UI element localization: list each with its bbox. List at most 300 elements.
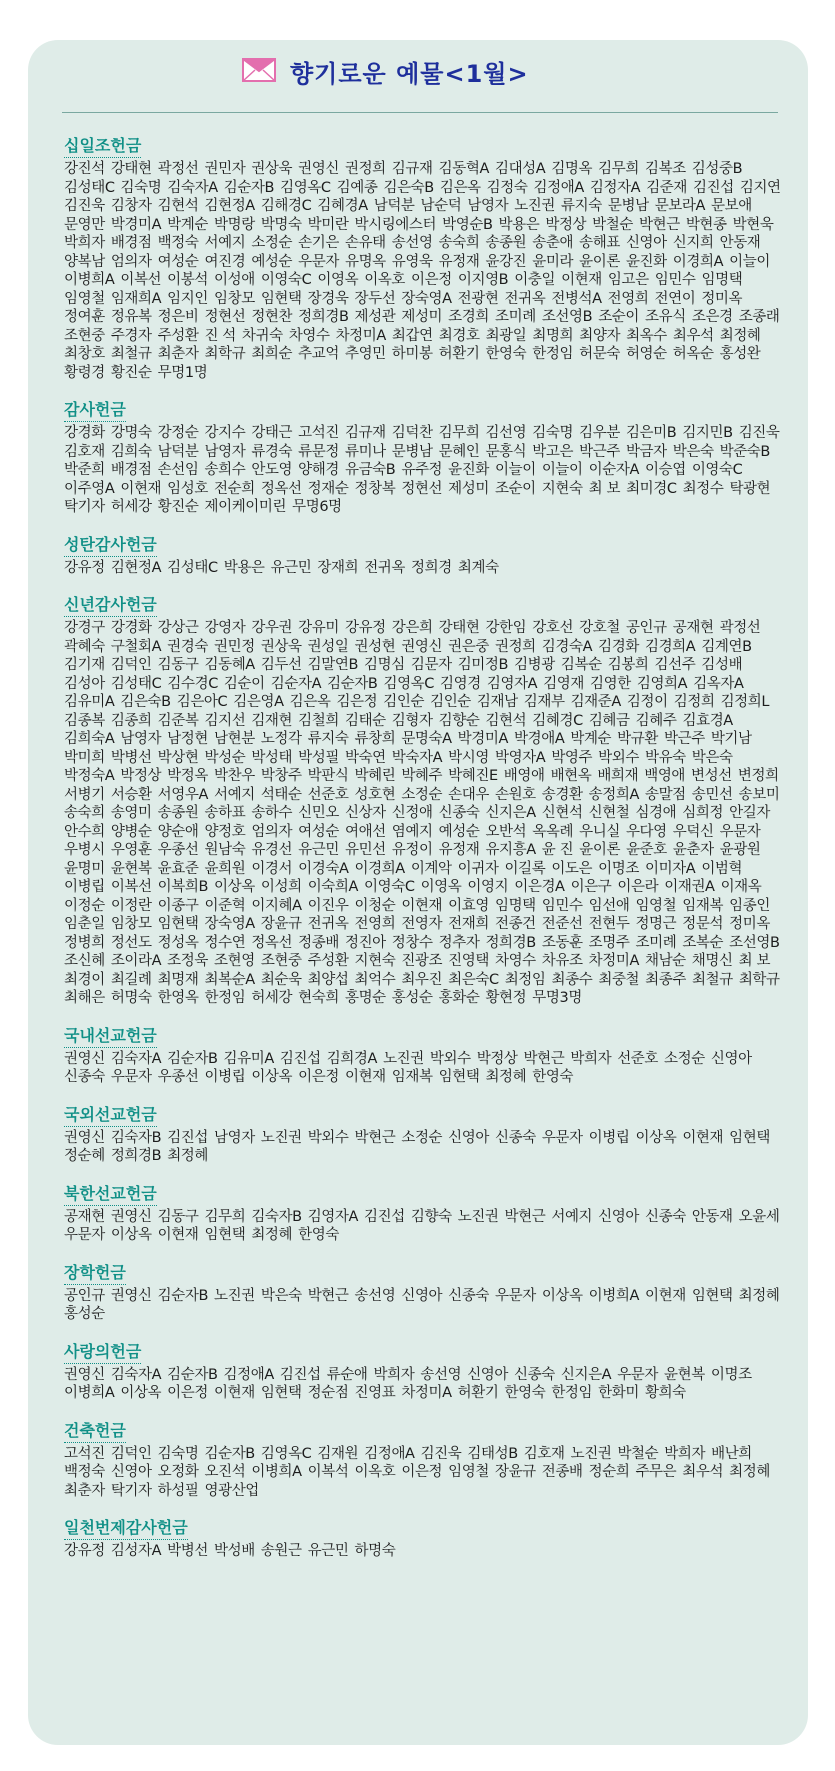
donor-name: 김준재 xyxy=(646,179,688,196)
donor-name: 김숙명 xyxy=(532,425,574,441)
donor-name: 최갑연 xyxy=(391,327,433,344)
donor-name: 조정욱 xyxy=(167,953,208,969)
donor-name: 최춘자 xyxy=(64,1482,105,1499)
offering-section xyxy=(64,1026,784,1087)
donor-name: 박명숙 xyxy=(260,216,302,233)
donor-name: 김정자A xyxy=(589,179,641,196)
donor-name: 김순자B xyxy=(157,1287,209,1304)
donor-name: 소정순 xyxy=(664,1050,705,1067)
donor-name: 최종수 xyxy=(551,971,593,988)
donor-name: 박외수 xyxy=(598,749,639,766)
donor-name: 최억수 xyxy=(354,971,396,988)
donor-name: 김태순 xyxy=(344,712,386,729)
donor-name: 이병희A xyxy=(588,1287,639,1304)
donor-name: 김복순 xyxy=(560,657,602,673)
section-heading: 건축헌금 xyxy=(64,1421,126,1443)
donor-name: 정희경B xyxy=(298,309,349,325)
donor-name: 전재희 xyxy=(448,916,489,932)
donor-name: 박혜주 xyxy=(401,768,443,784)
donor-name: 권영신 xyxy=(401,638,443,655)
name-list xyxy=(64,559,784,578)
donor-name: 이복선 xyxy=(110,879,152,895)
donor-name: 이상옥 xyxy=(251,1069,293,1085)
donor-name: 양해경 xyxy=(298,462,339,478)
donor-name: 이현재 xyxy=(401,897,443,914)
donor-name: 박숙연 xyxy=(344,749,386,766)
donor-name: 김명심 xyxy=(364,657,405,673)
donor-name: 김무희 xyxy=(598,161,639,177)
donor-name: 박찬우 xyxy=(214,768,255,784)
donor-name: 박기남 xyxy=(710,731,752,747)
donor-name: 강정순 xyxy=(157,425,199,441)
name-list xyxy=(64,1542,784,1561)
donor-name: 예성순 xyxy=(438,823,480,840)
donor-name: 임명택 xyxy=(494,897,536,914)
donor-name: 송춘애 xyxy=(532,235,574,251)
donor-name: 장경욱 xyxy=(307,290,349,307)
donor-name: 남영자 xyxy=(120,731,162,747)
donor-name: 송종원 xyxy=(157,805,199,821)
donor-name: 김숙명 xyxy=(120,179,162,196)
donor-name: 최미경C xyxy=(626,480,677,497)
donor-name: 강유정 xyxy=(344,620,386,636)
donor-name: 문병남 xyxy=(607,198,649,214)
donor-name: 신종숙 xyxy=(438,805,480,821)
donor-name: 송해표 xyxy=(579,235,620,251)
donor-name: 김정애A xyxy=(533,179,584,196)
donor-name: 양병순 xyxy=(110,823,152,840)
donor-name: 김영희A xyxy=(636,675,688,692)
donor-name: 이상옥 xyxy=(110,1227,152,1243)
donor-name: 김지선 xyxy=(204,712,246,729)
donor-name: 김동혁A xyxy=(438,161,489,177)
donor-name: 이병립 xyxy=(588,1129,630,1146)
donor-name: 노진권 xyxy=(214,1287,255,1304)
donor-name: 이은라 xyxy=(617,879,659,895)
donor-name: 한정임 xyxy=(532,346,574,362)
donor-name: 정미옥 xyxy=(701,290,743,307)
donor-name: 김희숙A xyxy=(64,731,115,747)
donor-name: 정창수 xyxy=(391,934,433,951)
donor-name: 지현숙 xyxy=(354,953,396,969)
donor-name: 이계악 xyxy=(410,860,452,877)
donor-name: 김은아C xyxy=(176,694,228,710)
donor-name: 박은숙 xyxy=(260,1287,302,1304)
donor-name: 박성태 xyxy=(251,749,293,766)
donor-name: 윤강진 xyxy=(485,253,527,270)
donor-name: 김희숙 xyxy=(110,443,152,460)
donor-name: 정추자 xyxy=(438,934,480,951)
donor-name: 김숙자A xyxy=(167,179,218,196)
donor-name: 강영자 xyxy=(204,620,246,636)
donor-name: 진광조 xyxy=(401,953,443,969)
donor-name: 김영자A xyxy=(307,1208,359,1225)
donor-name: 김순자B xyxy=(223,179,275,196)
donor-name: 유근민 xyxy=(307,1543,349,1559)
donor-name: 이늘이 xyxy=(495,462,536,478)
donor-name: 이옥호 xyxy=(354,1464,396,1480)
donor-name: 박영순B xyxy=(442,216,493,233)
donor-name: 김진섭 xyxy=(279,1050,321,1067)
section-heading: 신년감사헌금 xyxy=(64,595,157,617)
donor-name: 전영희 xyxy=(354,916,396,932)
donor-name: 이길록 xyxy=(504,860,546,877)
donor-name: 김현석 xyxy=(157,198,199,214)
donor-name: 장윤규 xyxy=(260,916,302,932)
donor-name: 조복순 xyxy=(682,934,724,951)
donor-name: 노진권 xyxy=(514,198,556,214)
donor-name: 김순자B xyxy=(204,1445,255,1462)
donor-name: 문보라A xyxy=(654,198,706,214)
donor-name: 임재복 xyxy=(391,1069,433,1085)
donor-name: 이지영B xyxy=(457,272,509,288)
donor-name: 이명조 xyxy=(598,860,639,877)
page-title: 향기로운 예물<1월> xyxy=(290,60,529,88)
donor-name: 김우분 xyxy=(579,425,620,441)
donor-name: 김정애A xyxy=(364,1445,415,1462)
donor-name: 강유미 xyxy=(298,620,339,636)
donor-name: 이정순 xyxy=(64,897,105,914)
donor-name: 문홍식 xyxy=(485,443,527,460)
donor-name: 김봉희 xyxy=(607,657,649,673)
donor-name: 김형자 xyxy=(391,712,433,729)
donor-name: 류순애 xyxy=(326,1366,368,1383)
donor-name: 정재순 xyxy=(307,480,349,497)
donor-name: 김진섭 xyxy=(279,1366,321,1383)
donor-name: 신지은A xyxy=(485,805,536,821)
donor-name: 김정애A xyxy=(223,1366,274,1383)
donor-name: 백정숙 xyxy=(64,1464,105,1480)
donor-name: 서병기 xyxy=(64,786,105,803)
donor-name: 김종희 xyxy=(110,712,152,729)
donor-name: 김경희A xyxy=(644,638,696,655)
donor-name: 노진권 xyxy=(570,1445,612,1462)
donor-name: 임영철 xyxy=(448,1464,489,1480)
donor-name: 김정희L xyxy=(720,694,770,710)
donor-name: 임현택 xyxy=(260,290,302,307)
donor-name: 김철희 xyxy=(298,712,339,729)
donor-name: 권상욱 xyxy=(251,161,293,177)
donor-name: 김은숙B xyxy=(383,179,434,196)
donor-name: 권영신 xyxy=(64,1050,105,1067)
donor-name: 조선영B xyxy=(729,934,780,951)
name-list xyxy=(64,160,784,382)
donor-name: 최학규 xyxy=(204,346,246,362)
donor-name: 조유식 xyxy=(645,309,686,325)
donor-name: 서예지 xyxy=(214,786,255,803)
donor-name: 우문자 xyxy=(617,1366,659,1383)
donor-name: 최 보 xyxy=(588,480,621,497)
donor-name: 박근주 xyxy=(664,731,705,747)
donor-name: 배희재 xyxy=(597,768,639,784)
offering-section xyxy=(64,136,784,382)
donor-name: 윤광원 xyxy=(719,842,761,858)
donor-name: 우문자 xyxy=(64,1227,105,1243)
donor-name: 조경희 xyxy=(448,309,489,325)
donor-name: 김영경 xyxy=(440,675,481,692)
donor-name: 정순희 xyxy=(588,1464,630,1480)
donor-name: 윤준호 xyxy=(626,842,667,858)
name-list xyxy=(64,424,784,517)
donor-name: 윤춘자 xyxy=(672,842,714,858)
donor-name: 배현옥 xyxy=(550,768,592,784)
donor-name: 탁광현 xyxy=(729,480,771,497)
donor-name: 우다영 xyxy=(625,823,667,840)
donor-name: 김유미A xyxy=(64,694,115,710)
donor-name: 이성애 xyxy=(214,272,255,288)
donor-name: 권정희 xyxy=(344,161,386,177)
donor-name: 탁기자 xyxy=(64,499,105,515)
section-heading: 감사헌금 xyxy=(64,400,126,422)
donor-name: 한영숙 xyxy=(532,1069,574,1085)
donor-name: 김수경C xyxy=(167,675,218,692)
donor-name: 배경점 xyxy=(110,235,152,251)
donor-name: 권영신 xyxy=(298,161,339,177)
donor-name: 송선영 xyxy=(420,1366,462,1383)
donor-name: 공인규 xyxy=(625,620,667,636)
offering-section xyxy=(64,1421,784,1501)
donor-name: 정여훈 xyxy=(64,309,105,325)
donor-name: 김옥자A xyxy=(693,675,744,692)
donor-name: 한화미 xyxy=(598,1385,639,1401)
donor-name: 서예지 xyxy=(204,235,246,251)
donor-name: 최정혜 xyxy=(738,1287,780,1304)
donor-name: 임현택 xyxy=(729,1129,770,1146)
donor-name: 권경숙 xyxy=(167,638,208,655)
donor-name: 김현정A xyxy=(204,198,255,214)
donor-name: 손선임 xyxy=(157,462,199,478)
donor-name: 공재현 xyxy=(672,620,714,636)
donor-name: 송희수 xyxy=(204,462,246,478)
donor-name: 김재부 xyxy=(523,694,565,710)
donor-name: 허환기 xyxy=(438,346,480,362)
donor-name: 예성순 xyxy=(251,253,293,270)
donor-name: 이승엽 xyxy=(645,462,686,478)
name-list xyxy=(64,1445,784,1501)
donor-name: 정순점 xyxy=(307,1385,349,1401)
donor-name: 이귀자 xyxy=(457,860,499,877)
donor-name: 김규재 xyxy=(391,161,433,177)
donor-name: 정병희 xyxy=(64,934,105,951)
donor-name: 안길자 xyxy=(729,805,770,821)
donor-name: 조이라A xyxy=(110,953,162,969)
donor-name: 김기재 xyxy=(64,657,105,673)
donor-name: 김정희 xyxy=(673,694,715,710)
donor-name: 박용은 xyxy=(498,216,540,233)
donor-name: 김경숙A xyxy=(541,638,593,655)
donor-name: 박희자 xyxy=(64,235,105,251)
offering-panel xyxy=(28,40,808,1745)
donor-name: 우덕신 xyxy=(672,823,714,840)
donor-name: 권영신 xyxy=(64,1129,105,1146)
donor-name: 박계순 xyxy=(167,216,208,233)
donor-name: 권영신 xyxy=(110,1208,152,1225)
donor-name: 김순자A xyxy=(270,675,322,692)
donor-name: 유영욱 xyxy=(391,253,433,270)
donor-name: 백정숙 xyxy=(157,235,199,251)
donor-name: 최정혜 xyxy=(251,1227,293,1243)
donor-name: 윤진화 xyxy=(625,253,667,270)
offering-section xyxy=(64,1105,784,1166)
donor-name: 우문자 xyxy=(110,1069,152,1085)
donor-name: 전순희 xyxy=(214,480,255,497)
donor-name: 김덕찬 xyxy=(391,425,433,441)
donor-name: 최철규 xyxy=(110,346,152,362)
donor-name: 임성호 xyxy=(167,480,208,497)
donor-name: 최정혜 xyxy=(485,1069,527,1085)
name-list xyxy=(64,1366,784,1403)
donor-name: 강경화 xyxy=(110,620,152,636)
donor-name: 김혜경C xyxy=(532,712,583,729)
donor-name: 전병석A xyxy=(551,290,602,307)
donor-name: 홍성순 xyxy=(391,990,433,1006)
donor-name: 이상옥 xyxy=(214,879,255,895)
donor-name: 신영아 xyxy=(467,1366,509,1383)
donor-name: 강상근 xyxy=(157,620,199,636)
donor-name: 손기은 xyxy=(298,235,339,251)
donor-name: 한정임 xyxy=(551,1385,593,1401)
donor-name: 박현근 xyxy=(639,216,680,233)
donor-name: 이복선 xyxy=(120,272,162,288)
donor-name: 이은경A xyxy=(514,879,565,895)
donor-name: 오반석 xyxy=(485,823,527,840)
donor-name: 이숙희A xyxy=(307,879,359,895)
donor-name: 권성현 xyxy=(354,638,396,655)
donor-name: 최우진 xyxy=(401,971,443,988)
donor-name: 박용은 xyxy=(223,559,265,576)
donor-name: 원남숙 xyxy=(204,842,246,858)
donor-name: 송영미 xyxy=(110,805,152,821)
donor-name: 이현재 xyxy=(214,1385,255,1401)
donor-name: 임창모 xyxy=(110,916,152,932)
donor-name: 허환기 xyxy=(457,1385,499,1401)
donor-name: 김규재 xyxy=(344,425,386,441)
donor-name: 김문자 xyxy=(410,657,452,673)
donor-name: 석태순 xyxy=(260,786,302,803)
donor-name: 김성자A xyxy=(110,1543,162,1559)
donor-name: 권민자 xyxy=(204,161,246,177)
donor-name: 노정각 xyxy=(260,731,302,747)
donor-name: 박은숙 xyxy=(691,749,733,766)
donor-name: 한영숙 xyxy=(485,346,527,362)
donor-name: 정은비 xyxy=(157,309,199,325)
donor-name: 류미나 xyxy=(344,443,386,460)
donor-name: 이은정 xyxy=(298,1069,339,1085)
donor-name: 심희정 xyxy=(682,805,724,821)
donor-name: 이경서 xyxy=(251,860,293,877)
donor-name: 유경선 xyxy=(251,842,293,858)
donor-name: 우병시 xyxy=(64,842,105,858)
donor-name: 김진욱 xyxy=(738,425,780,441)
donor-name: 채남순 xyxy=(644,953,686,969)
donor-name: 김성배 xyxy=(701,657,743,673)
donor-name: 이현재 xyxy=(561,272,602,288)
donor-name: 이은정 xyxy=(411,272,452,288)
donor-name: 이병립 xyxy=(64,879,105,895)
donor-name: 류지숙 xyxy=(307,731,349,747)
donor-name: 손대우 xyxy=(448,786,489,803)
donor-name: 박정옥 xyxy=(167,768,208,784)
donor-name: 김진섭 xyxy=(167,1129,209,1146)
donor-name: 정선도 xyxy=(110,934,152,951)
section-heading: 북한선교헌금 xyxy=(64,1184,157,1206)
donor-name: 신종숙 xyxy=(64,1069,105,1085)
donor-name: 이재옥 xyxy=(720,879,762,895)
donor-name: 박혜린 xyxy=(354,768,396,784)
donor-name: 장재희 xyxy=(317,559,359,576)
donor-name: 박금자 xyxy=(625,443,667,460)
donor-name: 곽정선 xyxy=(157,161,199,177)
donor-name: 박정숙A xyxy=(64,768,115,784)
donor-name: 신종숙 xyxy=(495,1129,536,1146)
section-heading: 십일조헌금 xyxy=(64,136,141,158)
donor-name: 서승환 xyxy=(110,786,152,803)
donor-name: 엄의자 xyxy=(251,823,293,840)
donor-name: 노진권 xyxy=(383,1050,424,1067)
donor-name: 최광일 xyxy=(485,327,527,344)
donor-name: 정희경B xyxy=(485,934,536,951)
donor-name: 여성순 xyxy=(298,823,339,840)
donor-name: 윤 진 xyxy=(541,842,574,858)
donor-name: 김재현 xyxy=(251,712,293,729)
donor-name: 무명3명 xyxy=(532,990,582,1006)
donor-name: 진영택 xyxy=(448,953,489,969)
donor-name: 이준혁 xyxy=(204,897,246,914)
donor-name: 송경환 xyxy=(541,786,583,803)
donor-name: 정옥선 xyxy=(251,934,293,951)
donor-name: 정창복 xyxy=(354,480,396,497)
section-heading: 장학헌금 xyxy=(64,1263,126,1285)
donor-name: 이영숙C xyxy=(260,272,312,288)
donor-name: 김진섭 xyxy=(693,179,734,196)
donor-name: 조선영B xyxy=(541,309,593,325)
donor-name: 김창자 xyxy=(110,198,152,214)
donor-name: 류창희 xyxy=(354,731,396,747)
donor-name: 강유정 xyxy=(64,1543,105,1559)
donor-name: 강명숙 xyxy=(110,425,152,441)
donor-name: 소정순 xyxy=(251,235,293,251)
donor-name: 신종숙 xyxy=(645,1208,686,1225)
donor-name: 유명옥 xyxy=(344,253,386,270)
donor-name: 박정상 xyxy=(545,216,587,233)
donor-name: 최우석 xyxy=(672,327,714,344)
donor-name: 윤이론 xyxy=(579,253,620,270)
donor-name: 신영아 xyxy=(598,1208,639,1225)
donor-name: 김영한 xyxy=(590,675,631,692)
donor-name: 임춘일 xyxy=(64,916,105,932)
donor-name: 박시링에스터 xyxy=(354,216,437,233)
donor-name: 임재희A xyxy=(110,290,162,307)
donor-name: 박명랑 xyxy=(214,216,255,233)
donor-name: 조신혜 xyxy=(64,953,105,969)
donor-name: 박숙자A xyxy=(391,749,443,766)
offering-section xyxy=(64,1518,784,1561)
donor-name: 김영재 xyxy=(543,675,585,692)
donor-name: 김말연B xyxy=(307,657,359,673)
section-heading: 일천번제감사헌금 xyxy=(64,1518,188,1540)
donor-name: 유민선 xyxy=(344,842,386,858)
donor-name: 남영자 xyxy=(467,198,509,214)
donor-name: 김순자B xyxy=(167,1366,218,1383)
donor-name: 최창호 xyxy=(64,346,105,362)
donor-name: 임종인 xyxy=(729,897,770,914)
donor-name: 한영숙 xyxy=(298,1227,339,1243)
donor-name: 최정수 xyxy=(682,480,724,497)
donor-name: 박근주 xyxy=(579,443,620,460)
donor-name: 김은영A xyxy=(233,694,284,710)
donor-name: 김동혜A xyxy=(204,657,255,673)
donor-name: 허영순 xyxy=(625,346,667,362)
